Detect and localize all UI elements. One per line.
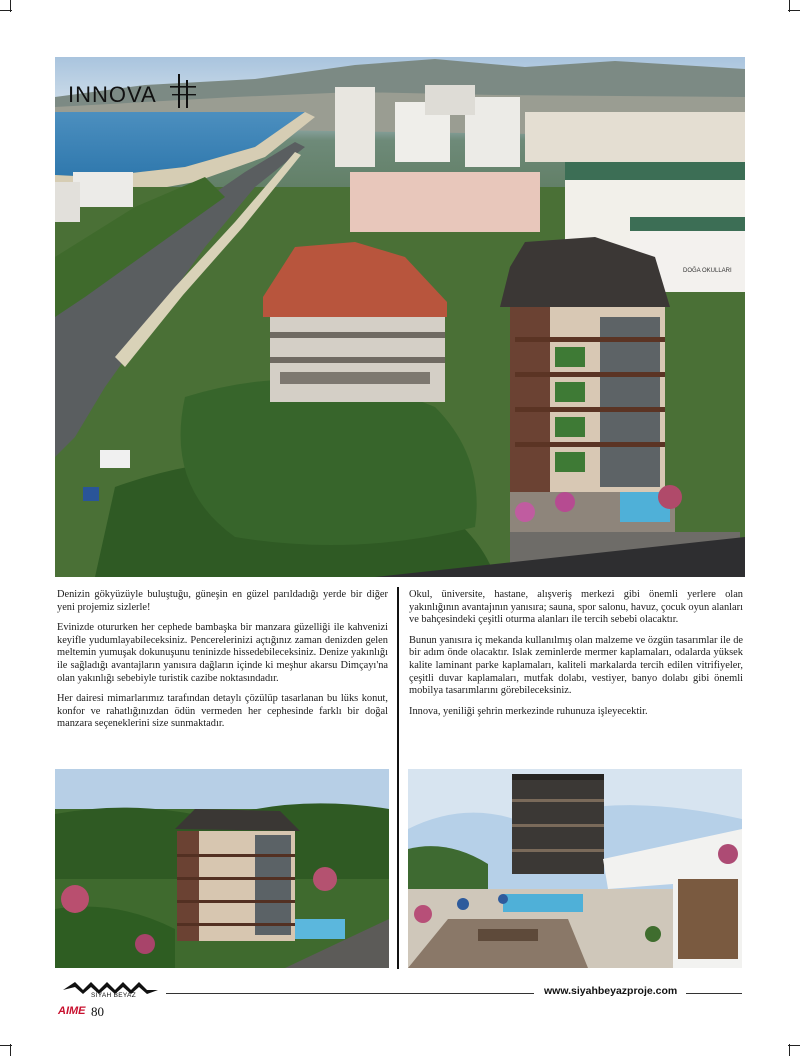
innova-logo-text: INNOVA — [68, 82, 157, 107]
crop-mark — [0, 1045, 12, 1046]
article-paragraph: Her dairesi mimarlarımız tarafından detaylı çözülüp tasarlanan bu lüks konut, konfor ve rahatlığınızdan ödün vermeden her cephesinde farklı bir doğal manzara seçeneklerini size sunmaktadır. — [57, 693, 388, 730]
column-divider — [397, 587, 399, 969]
article-paragraph: Okul, üniversite, hastane, alışveriş merkezi gibi önemli yerlere olan yakınlığının avantajının yanısıra; sauna, spor salonu, havuz, çocuk oyun alanları ve bahçesindeki çeşitli oturma alanları ile tercih sebebi olacaktır. — [409, 589, 743, 626]
hero-sign-text: DOĞA OKULLARI — [683, 268, 732, 274]
building-exterior-photo — [55, 769, 389, 968]
article-column-right — [409, 589, 743, 726]
crop-mark — [788, 10, 800, 11]
crop-mark — [0, 10, 12, 11]
crop-mark — [788, 1045, 800, 1046]
magazine-logo: AIME — [58, 1005, 86, 1017]
footer-rule — [686, 993, 742, 994]
website-link[interactable]: www.siyahbeyazproje.com — [544, 985, 678, 997]
innova-logo-mark-icon — [170, 72, 198, 110]
article-column-left — [57, 589, 388, 739]
article-paragraph: Evinizde otururken her cephede bambaşka bir manzara güzelliği ile kahvenizi keyifle yudumlayabileceksiniz. Pencerelerinizi açtığınız zaman denizden gelen meltemin yumuşak dokunuşunu teninizde hissedebileceksiniz. Denize yakınlığı ile sağladığı avantajların yanısıra dağların içinde ki meşhur akarsu Dimçayı'na olan yakınlığı sebebiyle turistik cazibe noktasındadır. — [57, 622, 388, 684]
page-number: 80 — [91, 1004, 104, 1019]
hero-aerial-image — [55, 57, 745, 577]
rooftop-terrace-photo — [408, 769, 742, 968]
article-paragraph: Bunun yanısıra iç mekanda kullanılmış olan malzeme ve özgün tasarımlar ile de bir adım önde olacaktır. Islak zeminlerde mermer kaplamaları, odalarda yüksek kalite laminant parke kaplamaları, kaliteli markalarda tercih edilen vitrifiyeler, çeşitli duvar kaplamaları, mutfak dolabı, vestiyer, banyo dolabı gibi önemli mobilya tasarımlarını görebileceksiniz. — [409, 634, 743, 697]
article-paragraph: Denizin gökyüzüyle buluştuğu, güneşin en güzel parıldadığı yerde bir diğer yeni projemiz sizlerle! — [57, 589, 388, 613]
publisher-name: SİYAH BEYAZ — [91, 992, 136, 999]
footer-rule — [166, 993, 534, 994]
article-paragraph: Innova, yeniliği şehrin merkezinde ruhunuza işleyecektir. — [409, 705, 648, 717]
